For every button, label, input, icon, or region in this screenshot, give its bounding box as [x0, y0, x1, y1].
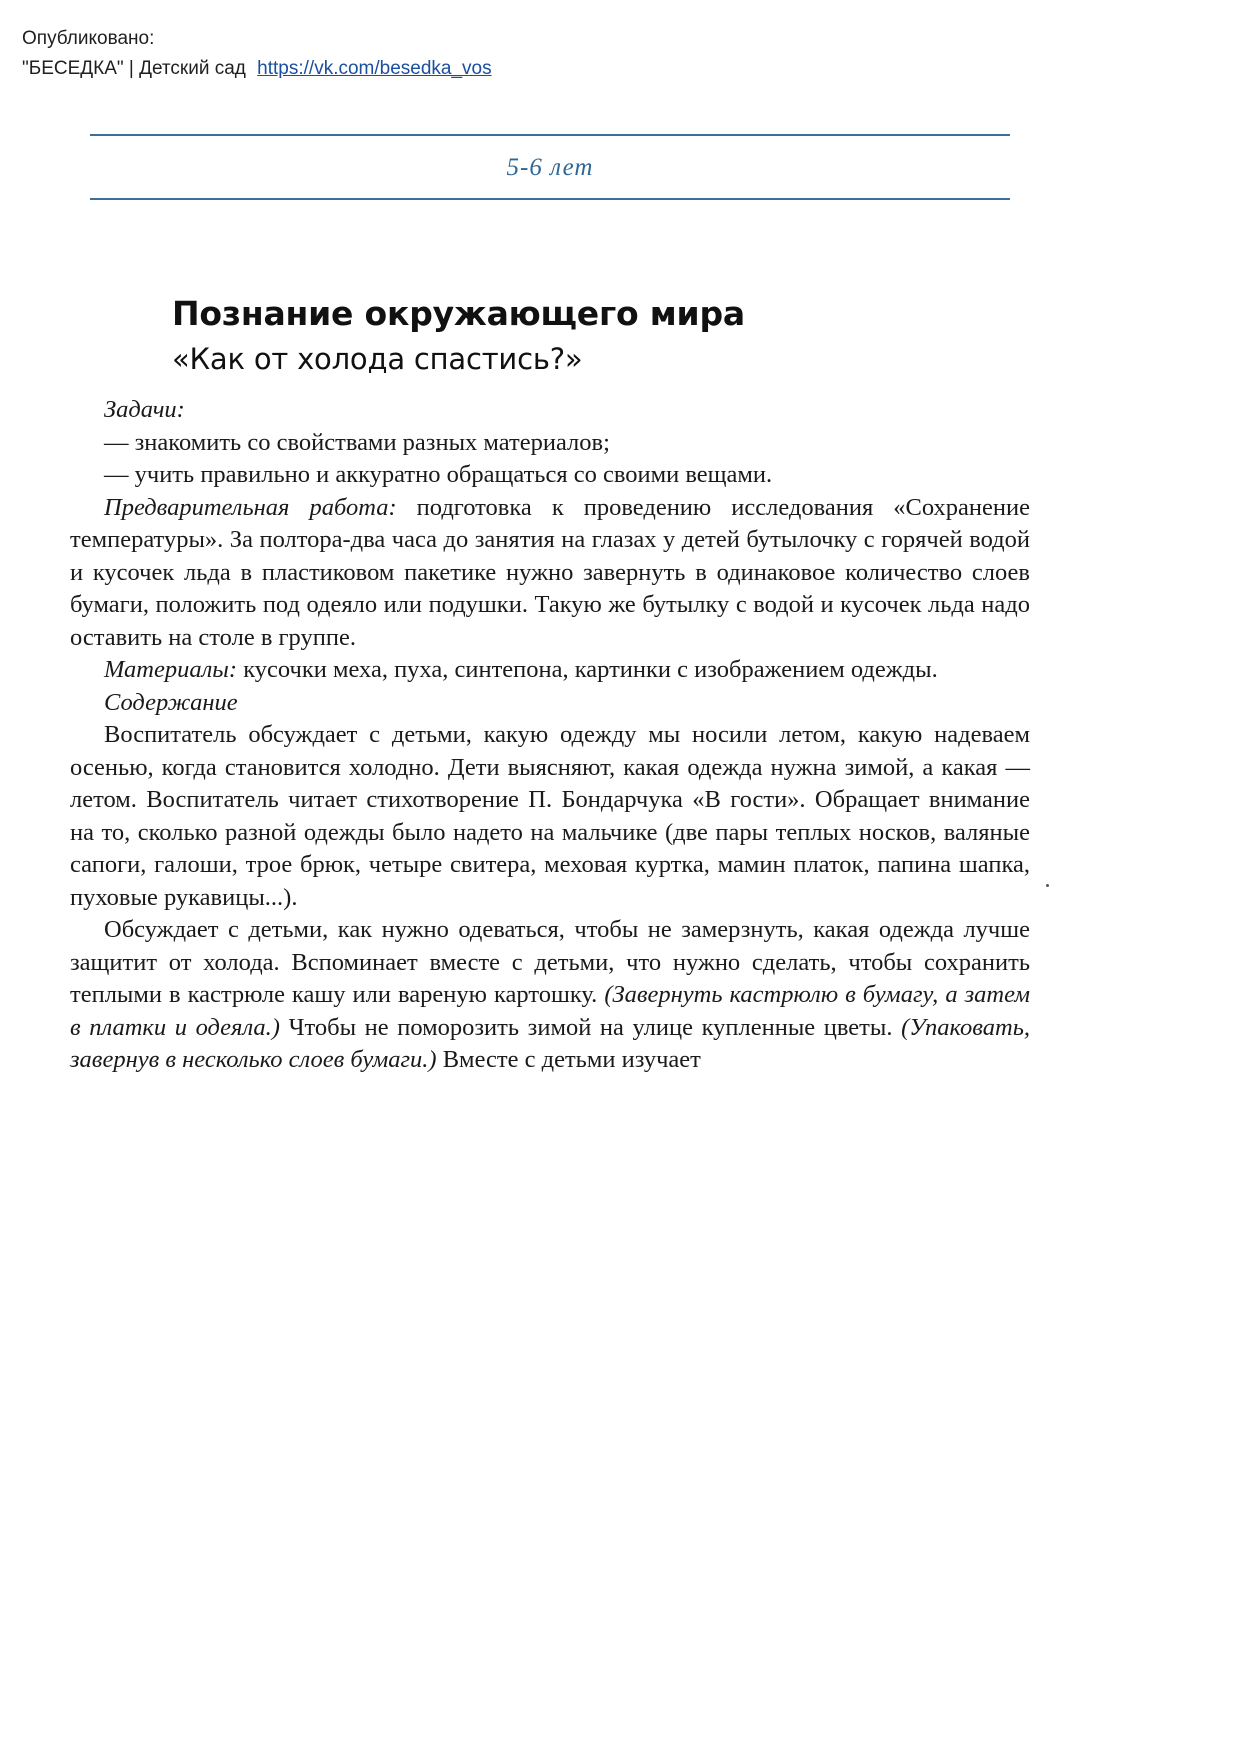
- task-item-2: — учить правильно и аккуратно обращаться со своими вещами.: [104, 461, 773, 488]
- document-body: [70, 394, 1030, 1077]
- content-paragraph-2-part-a: Обсуждает с детьми, как нужно одеваться, чтобы не замерзнуть, какая одежда лучше защитит от холода. Вспоминает вместе с детьми, что нужно сделать, чтобы сохранить теплыми в кастрюле кашу или вареную картошку.: [70, 916, 1030, 1008]
- content-paragraph-2: [70, 914, 1030, 1077]
- publication-source: "БЕСЕДКА" | Детский сад: [22, 58, 246, 79]
- publication-link[interactable]: https://vk.com/besedka_vos: [257, 58, 492, 79]
- age-band-rule-bottom: [90, 198, 1010, 200]
- publication-line-1: Опубликовано:: [22, 28, 155, 49]
- publication-line-2: [22, 54, 492, 84]
- content-paragraph-2-italic-1: (Завернуть кастрюлю в бумагу, а затем в платки и одеяла.): [70, 981, 1031, 1041]
- materials-text: кусочки меха, пуха, синтепона, картинки с изображением одежды.: [237, 656, 938, 683]
- content-paragraph-1: Воспитатель обсуждает с детьми, какую одежду мы носили летом, какую надеваем осенью, когда становится холодно. Дети выясняют, какая одежда нужна зимой, а какая — летом. Воспитатель читает стихотворение П. Бондарчука «В гости». Обращает внимание на то, сколько разной одежды было надето на мальчике (две пары теплых носков, валяные сапоги, галоши, трое брюк, четыре свитера, меховая куртка, мамин платок, папина шапка, пуховые рукавицы...).: [70, 721, 1030, 911]
- tasks-heading: Задачи:: [104, 396, 185, 423]
- preliminary-work-text: подготовка к проведению исследования «Сохранение температуры». За полтора-два часа до занятия на глазах у детей бутылочку с горячей водой и кусочек льда в пластиковом пакетике нужно завернуть в одинаковое количество слоев бумаги, положить под одеяло или подушки. Такую же бутылку с водой и кусочек льда надо оставить на столе в группе.: [70, 493, 1030, 651]
- page-subtitle: «Как от холода спастись?»: [172, 342, 583, 376]
- page-title: Познание окружающего мира: [172, 294, 745, 333]
- preliminary-work-paragraph: [70, 492, 1030, 655]
- materials-label: Материалы:: [104, 656, 238, 683]
- publication-header: [22, 24, 492, 84]
- margin-mark: [1046, 884, 1049, 887]
- title-block: [172, 294, 1052, 378]
- age-band: [90, 134, 1010, 200]
- materials-paragraph: [70, 654, 1030, 687]
- content-paragraph-2-italic-2: (Упаковать, завернув в несколько слоев бумаги.): [70, 1013, 1030, 1073]
- content-paragraph-2-part-c: Вместе с детьми изучает: [436, 1046, 701, 1073]
- preliminary-work-label: Предварительная работа:: [104, 493, 397, 521]
- content-section-heading: Содержание: [104, 688, 238, 716]
- task-item-1: — знакомить со свойствами разных материалов;: [104, 428, 610, 456]
- age-band-label: 5-6 лет: [506, 154, 594, 181]
- content-paragraph-2-part-b: Чтобы не поморозить зимой на улице купленные цветы.: [279, 1013, 902, 1041]
